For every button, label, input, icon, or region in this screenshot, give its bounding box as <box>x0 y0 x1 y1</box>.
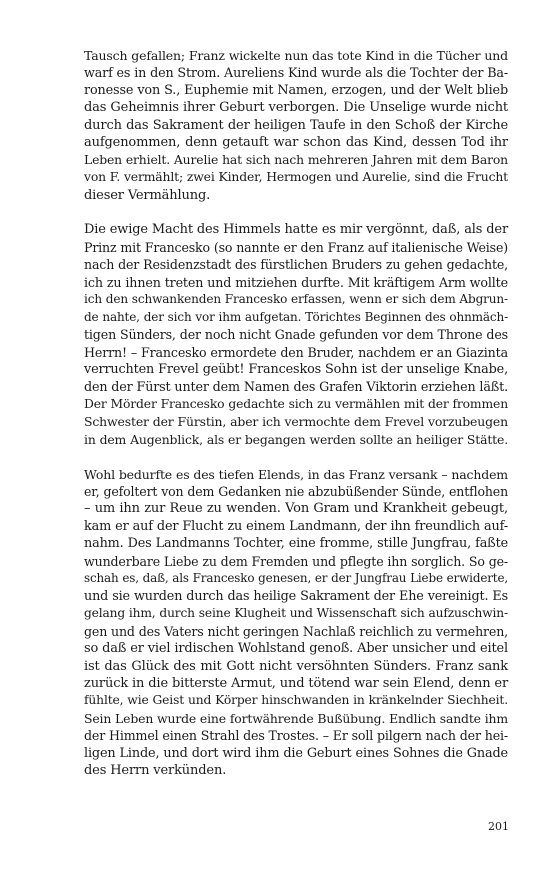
text-line: zurück in die bitterste Armut, und tötend war sein Elend, denn er <box>84 676 509 691</box>
paragraph-1 <box>84 47 508 204</box>
text-line: dieser Vermählung. <box>84 187 211 203</box>
text-line: Sein Leben wurde eine fortwährende Bußübung. Endlich sandte ihm <box>84 710 508 726</box>
text-line: – um ihn zur Reue zu wenden. Von Gram und Krankheit gebeugt, <box>84 501 508 517</box>
text-line: kam er auf der Flucht zu einem Landmann, der ihn freundlich auf- <box>84 518 508 534</box>
text-line: aufgenommen, denn getauft war schon das Kind, dessen Tod ihr <box>84 135 508 151</box>
text-line: Der Mörder Francesko gedachte sich zu vermählen mit der frommen <box>84 396 508 411</box>
text-line: von F. vermählt; zwei Kinder, Hermogen und Aurelie, sind die Frucht <box>84 170 508 185</box>
text-body <box>84 47 508 780</box>
text-line: er, gefoltert von dem Gedanken nie abzubüßender Sünde, entflohen <box>84 484 508 500</box>
text-line: gelang ihm, durch seine Klugheit und Wissenschaft sich aufzuschwin- <box>84 606 508 621</box>
paragraph-gap <box>84 448 508 465</box>
paragraph-2 <box>84 221 508 448</box>
text-line: verruchten Frevel geübt! Franceskos Sohn ist der unselige Knabe, <box>84 362 508 377</box>
text-line: Die ewige Macht des Himmels hatte es mir vergönnt, daß, als der <box>84 222 508 238</box>
paragraph-3 <box>84 466 508 780</box>
text-line: nahm. Des Landmanns Tochter, eine fromme, stille Jungfrau, faßte <box>84 536 508 552</box>
text-line: nach der Residenzstadt des fürstlichen Bruders zu gehen gedachte, <box>84 257 508 273</box>
text-line: Herrn! – Francesko ermordete den Bruder, nachdem er an Giazinta <box>84 344 508 360</box>
text-line: ligen Linde, und dort wird ihm die Geburt eines Sohnes die Gnade <box>84 745 508 761</box>
text-line: ronesse von S., Euphemie mit Namen, erzogen, und der Welt blieb <box>84 82 508 98</box>
text-line: Wohl bedurfte es des tiefen Elends, in das Franz versank – nachdem <box>84 466 508 482</box>
text-line: ich den schwankenden Francesko erfassen, wenn er sich dem Abgrun- <box>84 292 508 307</box>
page-number: 201 <box>488 820 509 833</box>
text-line: wunderbare Liebe zu dem Fremden und pflegte ihn sorglich. So ge- <box>84 553 508 569</box>
text-line: Leben erhielt. Aurelie hat sich nach mehreren Jahren mit dem Baron <box>84 152 508 167</box>
text-line: und sie wurden durch das heilige Sakrament der Ehe vereinigt. Es <box>84 588 508 604</box>
paragraph-gap <box>84 204 508 221</box>
text-line: ich zu ihnen treten und mitziehen durfte. Mit kräftigem Arm wollte <box>84 274 508 290</box>
text-line: warf es in den Strom. Aureliens Kind wurde als die Tochter der Ba- <box>84 65 508 81</box>
text-line: der Himmel einen Strahl des Trostes. – Er soll pilgern nach der hei- <box>84 728 508 744</box>
text-line: Prinz mit Francesko (so nannte er den Franz auf italienische Weise) <box>84 239 508 255</box>
text-line: des Herrn verkünden. <box>84 763 227 779</box>
text-line: in dem Augenblick, als er begangen werden sollte an heiliger Stätte. <box>84 431 508 447</box>
text-line: de nahte, der sich vor ihm aufgetan. Törichtes Beginnen des ohnmäch- <box>84 309 508 324</box>
text-line: tigen Sünders, der noch nicht Gnade gefunden vor dem Throne des <box>84 327 508 343</box>
text-line: so daß er viel irdischen Wohlstand genoß. Aber unsicher und eitel <box>84 641 508 657</box>
text-line: gen und des Vaters nicht geringen Nachlaß reichlich zu vermehren, <box>84 623 508 639</box>
text-line: das Geheimnis ihrer Geburt verborgen. Die Unselige wurde nicht <box>84 100 508 116</box>
text-line: schah es, daß, als Francesko genesen, er der Jungfrau Liebe erwiderte, <box>84 571 508 586</box>
text-line: fühlte, wie Geist und Körper hinschwanden in kränkelnder Siechheit. <box>84 693 508 708</box>
text-line: Schwester der Fürstin, aber ich vermochte dem Frevel vorzubeugen <box>84 414 508 430</box>
text-line: Tausch gefallen; Franz wickelte nun das tote Kind in die Tücher und <box>84 48 508 63</box>
text-line: durch das Sakrament der heiligen Taufe in den Schoß der Kirche <box>84 117 508 133</box>
text-line: ist das Glück des mit Gott nicht versöhnten Sünders. Franz sank <box>84 658 508 674</box>
text-line: den der Fürst unter dem Namen des Grafen Viktorin erziehen läßt. <box>84 379 508 395</box>
